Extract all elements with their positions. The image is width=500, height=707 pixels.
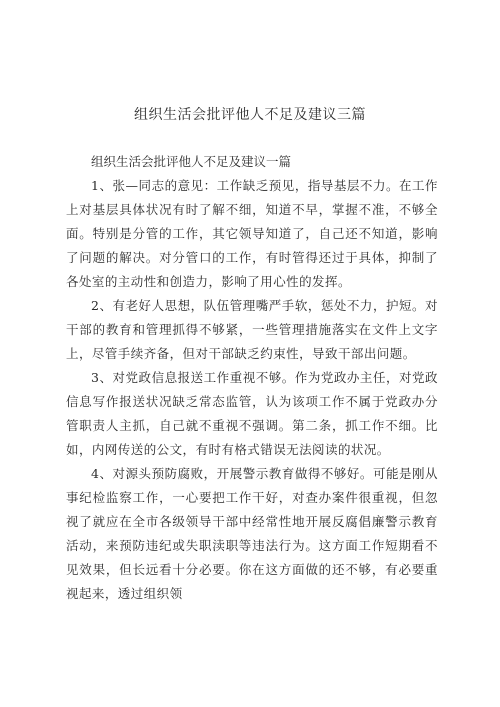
document-body — [66, 150, 438, 606]
paragraph-4: 4、对源头预防腐败，开展警示教育做得不够好。可能是刚从事纪检监察工作，一心要把工作干好，对查办案件很重视，但忽视了就应在全市各级领导干部中经常性地开展反腐倡廉警示教育活动，来预防违纪或失职渎职等违法行为。这方面工作短期看不见效果，但长远看十分必要。你在这方面做的还不够，有必要重视起来，透过组织领 — [66, 466, 438, 601]
document-title: 组织生活会批评他人不足及建议三篇 — [134, 107, 366, 123]
paragraph-3: 3、对党政信息报送工作重视不够。作为党政办主任，对党政信息写作报送状况缺乏常态监管，认为该项工作不属于党政办分管职责人主抓，自己就不重视不强调。第二条，抓工作不细。比如，内网传送的公文，有时有格式错误无法阅读的状况。 — [66, 370, 438, 457]
paragraph-2: 2、有老好人思想，队伍管理嘴严手软，惩处不力，护短。对干部的教育和管理抓得不够紧，一些管理措施落实在文件上文字上，尽管手续齐备，但对干部缺乏约束性，导致干部出问题。 — [66, 298, 438, 361]
paragraph-1: 1、张—同志的意见：工作缺乏预见，指导基层不力。在工作上对基层具体状况有时了解不细，知道不早，掌握不准，不够全面。特别是分管的工作，其它领导知道了，自己还不知道，影响了问题的解决。对分管口的工作，有时管得还过于具体，抑制了各处室的主动性和创造力，影响了用心性的发挥。 — [66, 178, 438, 289]
section-heading: 组织生活会批评他人不足及建议一篇 — [91, 154, 292, 169]
